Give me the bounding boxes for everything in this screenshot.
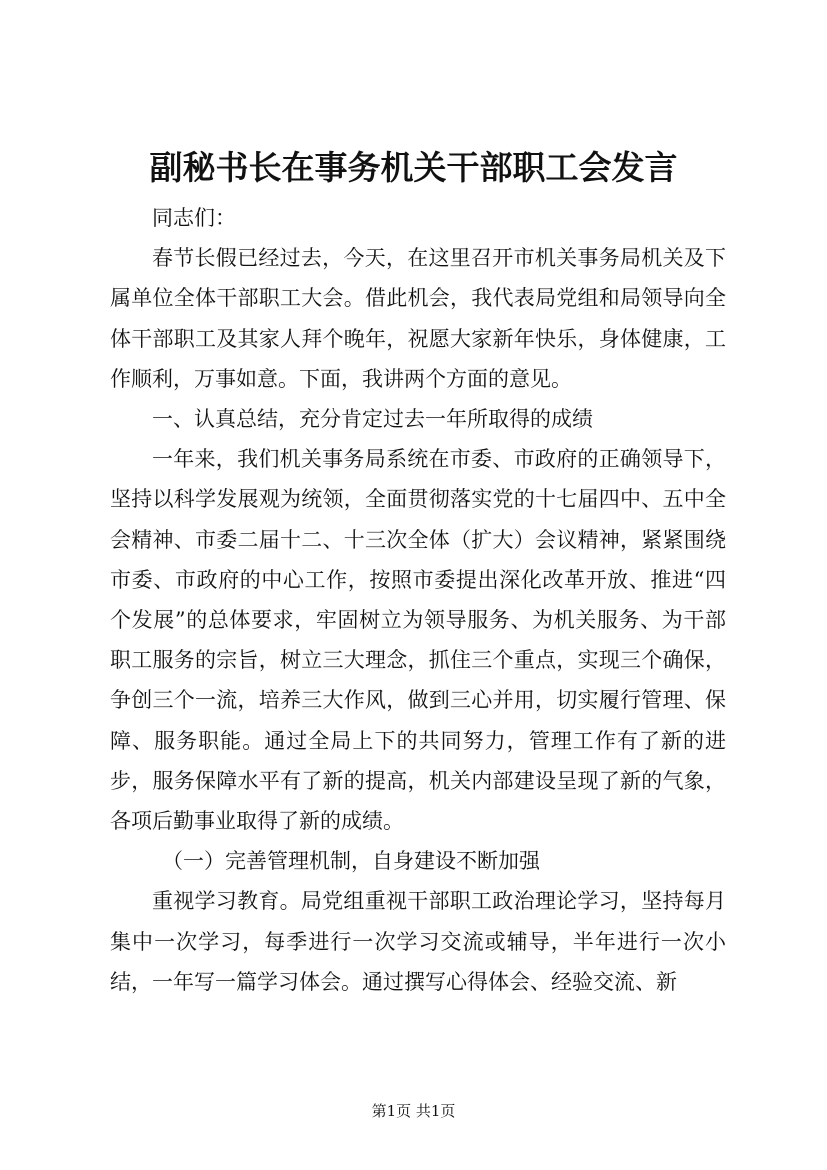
document-title: 副秘书长在事务机关干部职工会发言	[149, 148, 678, 187]
salutation-paragraph: 同志们：	[152, 206, 236, 230]
page-footer	[0, 1101, 827, 1121]
summary-paragraph: 一年来，我们机关事务局系统在市委、市政府的正确领导下，坚持以科学发展观为统领，全面贯彻落实党的十七届四中、五中全会精神、市委二届十二、十三次全体（扩大）会议精神，紧紧围绕市委、市政府的中心工作，按照市委提出深化改革开放、推进“四个发展”的总体要求，牢固树立为领导服务、为机关服务、为干部职工服务的宗旨，树立三大理念，抓住三个重点，实现三个确保，争创三个一流，培养三大作风，做到三心并用，切实履行管理、保障、服务职能。通过全局上下的共同努力，管理工作有了新的进步，服务保障水平有了新的提高，机关内部建设呈现了新的气象，各项后勤事业取得了新的成绩。	[110, 447, 726, 834]
study-paragraph: 重视学习教育。局党组重视干部职工政治理论学习，坚持每月集中一次学习，每季进行一次学习交流或辅导，半年进行一次小结，一年写一篇学习体会。通过撰写心得体会、经验交流、新	[110, 889, 726, 994]
section-heading-1: 一、认真总结，充分肯定过去一年所取得的成绩	[152, 407, 593, 432]
page-number-label: 第1页 共1页	[371, 1102, 456, 1120]
opening-paragraph: 春节长假已经过去，今天，在这里召开市机关事务局机关及下属单位全体干部职工大会。借此机会，我代表局党组和局领导向全体干部职工及其家人拜个晚年，祝愿大家新年快乐，身体健康，工作顺利，万事如意。下面，我讲两个方面的意见。	[110, 246, 726, 391]
subsection-heading-1: （一）完善管理机制，自身建设不断加强	[162, 849, 540, 874]
document-body	[110, 198, 726, 1002]
